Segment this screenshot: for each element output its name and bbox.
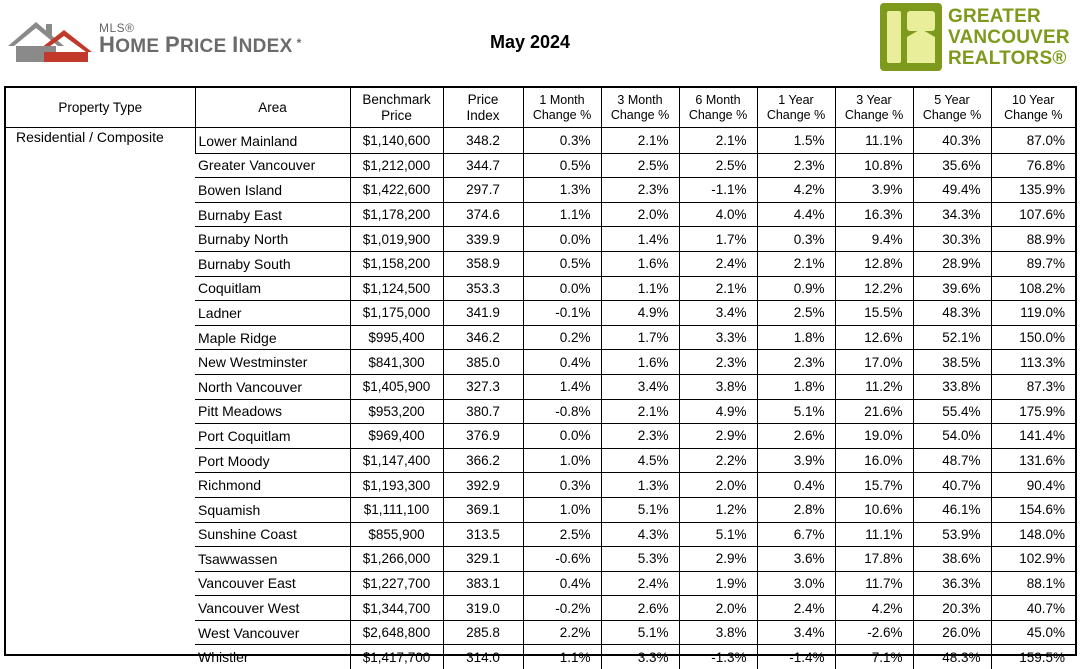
benchmark-price-cell: $1,422,600: [350, 178, 443, 203]
price-index-cell: 374.6: [443, 202, 523, 227]
change-1-month-cell: 0.5%: [523, 153, 601, 178]
price-index-cell: 297.7: [443, 178, 523, 203]
property-type-cell: Residential / Composite: [6, 128, 195, 669]
benchmark-price-cell: $1,158,200: [350, 251, 443, 276]
area-cell: Port Coquitlam: [195, 424, 350, 449]
benchmark-price-cell: $855,900: [350, 522, 443, 547]
change-3-year-cell: 11.1%: [835, 128, 913, 154]
col-header-6-month: 6 Month Change %: [679, 88, 757, 128]
change-3-month-cell: 4.9%: [601, 301, 679, 326]
change-1-year-cell: 2.1%: [757, 251, 835, 276]
price-index-cell: 353.3: [443, 276, 523, 301]
area-cell: Vancouver East: [195, 571, 350, 596]
change-5-year-cell: 40.3%: [913, 128, 991, 154]
benchmark-price-cell: $953,200: [350, 399, 443, 424]
benchmark-price-cell: $1,193,300: [350, 473, 443, 498]
change-10-year-cell: 89.7%: [991, 251, 1075, 276]
area-cell: Port Moody: [195, 448, 350, 473]
price-index-cell: 358.9: [443, 251, 523, 276]
change-6-month-cell: 1.9%: [679, 571, 757, 596]
change-1-year-cell: 2.4%: [757, 596, 835, 621]
col-header-area: Area: [195, 88, 350, 128]
price-index-cell: 369.1: [443, 497, 523, 522]
change-10-year-cell: 131.6%: [991, 448, 1075, 473]
price-index-cell: 344.7: [443, 153, 523, 178]
price-index-cell: 366.2: [443, 448, 523, 473]
change-3-year-cell: 3.9%: [835, 178, 913, 203]
change-1-month-cell: 2.5%: [523, 522, 601, 547]
change-1-year-cell: 0.9%: [757, 276, 835, 301]
change-3-year-cell: 11.7%: [835, 571, 913, 596]
area-cell: North Vancouver: [195, 374, 350, 399]
change-3-year-cell: 11.1%: [835, 522, 913, 547]
change-1-month-cell: 0.2%: [523, 325, 601, 350]
change-5-year-cell: 34.3%: [913, 202, 991, 227]
change-1-month-cell: 0.0%: [523, 276, 601, 301]
change-5-year-cell: 26.0%: [913, 620, 991, 645]
change-5-year-cell: 54.0%: [913, 424, 991, 449]
benchmark-price-cell: $1,178,200: [350, 202, 443, 227]
change-1-month-cell: 1.1%: [523, 645, 601, 669]
area-cell: Richmond: [195, 473, 350, 498]
price-index-cell: 346.2: [443, 325, 523, 350]
area-cell: Burnaby South: [195, 251, 350, 276]
change-5-year-cell: 46.1%: [913, 497, 991, 522]
change-5-year-cell: 20.3%: [913, 596, 991, 621]
change-1-month-cell: 0.3%: [523, 128, 601, 154]
price-index-cell: 385.0: [443, 350, 523, 375]
area-cell: New Westminster: [195, 350, 350, 375]
change-10-year-cell: 88.9%: [991, 227, 1075, 252]
change-5-year-cell: 38.5%: [913, 350, 991, 375]
price-index-cell: 392.9: [443, 473, 523, 498]
change-6-month-cell: 2.2%: [679, 448, 757, 473]
benchmark-price-cell: $841,300: [350, 350, 443, 375]
change-6-month-cell: 5.1%: [679, 522, 757, 547]
change-3-month-cell: 2.1%: [601, 128, 679, 154]
change-1-month-cell: 1.4%: [523, 374, 601, 399]
change-10-year-cell: 135.9%: [991, 178, 1075, 203]
col-header-property-type: Property Type: [6, 88, 195, 128]
gvr-wordmark: GREATER VANCOUVER REALTORS®: [948, 6, 1070, 69]
change-10-year-cell: 113.3%: [991, 350, 1075, 375]
change-1-year-cell: 2.6%: [757, 424, 835, 449]
change-6-month-cell: 3.4%: [679, 301, 757, 326]
benchmark-price-cell: $1,175,000: [350, 301, 443, 326]
change-6-month-cell: 2.4%: [679, 251, 757, 276]
gvr-logo-icon: [880, 3, 942, 71]
benchmark-price-cell: $1,147,400: [350, 448, 443, 473]
benchmark-price-cell: $995,400: [350, 325, 443, 350]
benchmark-price-cell: $1,417,700: [350, 645, 443, 669]
change-1-month-cell: 0.4%: [523, 350, 601, 375]
change-1-year-cell: 1.5%: [757, 128, 835, 154]
change-6-month-cell: 4.0%: [679, 202, 757, 227]
change-5-year-cell: 55.4%: [913, 399, 991, 424]
area-cell: Maple Ridge: [195, 325, 350, 350]
change-5-year-cell: 49.4%: [913, 178, 991, 203]
change-10-year-cell: 87.0%: [991, 128, 1075, 154]
change-1-month-cell: 0.4%: [523, 571, 601, 596]
change-3-year-cell: 15.7%: [835, 473, 913, 498]
benchmark-price-cell: $1,124,500: [350, 276, 443, 301]
price-index-cell: 341.9: [443, 301, 523, 326]
change-5-year-cell: 28.9%: [913, 251, 991, 276]
change-1-year-cell: 5.1%: [757, 399, 835, 424]
change-3-year-cell: 17.0%: [835, 350, 913, 375]
change-3-month-cell: 1.1%: [601, 276, 679, 301]
area-cell: Burnaby North: [195, 227, 350, 252]
change-1-year-cell: 1.8%: [757, 374, 835, 399]
change-1-year-cell: 6.7%: [757, 522, 835, 547]
change-10-year-cell: 159.5%: [991, 645, 1075, 669]
change-5-year-cell: 38.6%: [913, 547, 991, 572]
change-10-year-cell: 40.7%: [991, 596, 1075, 621]
change-6-month-cell: 2.5%: [679, 153, 757, 178]
mls-title: HOME PRICE INDEX *: [99, 34, 302, 58]
price-index-cell: 339.9: [443, 227, 523, 252]
hpi-table-container: [4, 86, 1077, 656]
change-3-month-cell: 2.1%: [601, 399, 679, 424]
change-3-month-cell: 5.1%: [601, 497, 679, 522]
change-1-year-cell: 4.2%: [757, 178, 835, 203]
change-1-month-cell: 1.1%: [523, 202, 601, 227]
change-3-month-cell: 1.3%: [601, 473, 679, 498]
change-1-year-cell: 2.3%: [757, 153, 835, 178]
change-10-year-cell: 102.9%: [991, 547, 1075, 572]
benchmark-price-cell: $1,111,100: [350, 497, 443, 522]
change-5-year-cell: 40.7%: [913, 473, 991, 498]
change-6-month-cell: 2.1%: [679, 128, 757, 154]
benchmark-price-cell: $1,227,700: [350, 571, 443, 596]
change-3-month-cell: 3.3%: [601, 645, 679, 669]
change-3-year-cell: 17.8%: [835, 547, 913, 572]
change-10-year-cell: 141.4%: [991, 424, 1075, 449]
benchmark-price-cell: $1,212,000: [350, 153, 443, 178]
price-index-cell: 348.2: [443, 128, 523, 154]
change-3-year-cell: 7.1%: [835, 645, 913, 669]
price-index-cell: 376.9: [443, 424, 523, 449]
change-5-year-cell: 36.3%: [913, 571, 991, 596]
change-10-year-cell: 76.8%: [991, 153, 1075, 178]
change-3-year-cell: 16.3%: [835, 202, 913, 227]
change-3-year-cell: 12.6%: [835, 325, 913, 350]
change-3-year-cell: 16.0%: [835, 448, 913, 473]
change-3-year-cell: 10.6%: [835, 497, 913, 522]
change-10-year-cell: 45.0%: [991, 620, 1075, 645]
change-10-year-cell: 150.0%: [991, 325, 1075, 350]
change-1-month-cell: 2.2%: [523, 620, 601, 645]
change-1-year-cell: 3.4%: [757, 620, 835, 645]
change-3-month-cell: 1.6%: [601, 350, 679, 375]
price-index-cell: 314.0: [443, 645, 523, 669]
area-cell: Sunshine Coast: [195, 522, 350, 547]
change-5-year-cell: 48.3%: [913, 645, 991, 669]
benchmark-price-cell: $1,266,000: [350, 547, 443, 572]
benchmark-price-cell: $1,019,900: [350, 227, 443, 252]
change-1-month-cell: 0.5%: [523, 251, 601, 276]
area-cell: Whistler: [195, 645, 350, 669]
change-1-month-cell: 0.3%: [523, 473, 601, 498]
change-5-year-cell: 39.6%: [913, 276, 991, 301]
col-header-price-index: Price Index: [443, 88, 523, 128]
area-cell: Vancouver West: [195, 596, 350, 621]
change-6-month-cell: 2.0%: [679, 473, 757, 498]
change-3-month-cell: 1.6%: [601, 251, 679, 276]
change-1-month-cell: -0.8%: [523, 399, 601, 424]
change-1-year-cell: 3.6%: [757, 547, 835, 572]
change-6-month-cell: 4.9%: [679, 399, 757, 424]
change-6-month-cell: -1.3%: [679, 645, 757, 669]
hpi-table: [6, 88, 1075, 669]
col-header-5-year: 5 Year Change %: [913, 88, 991, 128]
change-3-month-cell: 1.4%: [601, 227, 679, 252]
change-10-year-cell: 108.2%: [991, 276, 1075, 301]
change-5-year-cell: 35.6%: [913, 153, 991, 178]
change-10-year-cell: 119.0%: [991, 301, 1075, 326]
change-10-year-cell: 107.6%: [991, 202, 1075, 227]
price-index-cell: 380.7: [443, 399, 523, 424]
change-3-year-cell: 19.0%: [835, 424, 913, 449]
change-1-year-cell: 3.0%: [757, 571, 835, 596]
change-5-year-cell: 33.8%: [913, 374, 991, 399]
change-6-month-cell: -1.1%: [679, 178, 757, 203]
change-6-month-cell: 2.9%: [679, 424, 757, 449]
area-cell: Bowen Island: [195, 178, 350, 203]
change-10-year-cell: 154.6%: [991, 497, 1075, 522]
col-header-benchmark-price: Benchmark Price: [350, 88, 443, 128]
benchmark-price-cell: $1,140,600: [350, 128, 443, 154]
change-3-year-cell: -2.6%: [835, 620, 913, 645]
change-3-month-cell: 4.5%: [601, 448, 679, 473]
change-3-month-cell: 2.3%: [601, 424, 679, 449]
area-cell: Lower Mainland: [195, 128, 350, 154]
change-1-year-cell: 3.9%: [757, 448, 835, 473]
change-6-month-cell: 2.1%: [679, 276, 757, 301]
change-3-year-cell: 10.8%: [835, 153, 913, 178]
change-6-month-cell: 2.0%: [679, 596, 757, 621]
table-body: [6, 128, 1075, 669]
benchmark-price-cell: $1,405,900: [350, 374, 443, 399]
change-3-month-cell: 2.3%: [601, 178, 679, 203]
change-3-year-cell: 15.5%: [835, 301, 913, 326]
col-header-1-year: 1 Year Change %: [757, 88, 835, 128]
area-cell: Pitt Meadows: [195, 399, 350, 424]
area-cell: Coquitlam: [195, 276, 350, 301]
change-3-year-cell: 12.2%: [835, 276, 913, 301]
change-5-year-cell: 48.3%: [913, 301, 991, 326]
change-10-year-cell: 148.0%: [991, 522, 1075, 547]
change-1-month-cell: -0.1%: [523, 301, 601, 326]
change-1-month-cell: -0.2%: [523, 596, 601, 621]
price-index-cell: 285.8: [443, 620, 523, 645]
change-3-year-cell: 9.4%: [835, 227, 913, 252]
mls-house-logo-icon: [6, 16, 94, 62]
change-3-month-cell: 2.6%: [601, 596, 679, 621]
change-1-year-cell: 0.4%: [757, 473, 835, 498]
change-1-month-cell: 0.0%: [523, 424, 601, 449]
benchmark-price-cell: $1,344,700: [350, 596, 443, 621]
price-index-cell: 383.1: [443, 571, 523, 596]
change-5-year-cell: 30.3%: [913, 227, 991, 252]
change-1-year-cell: 4.4%: [757, 202, 835, 227]
change-6-month-cell: 3.3%: [679, 325, 757, 350]
change-5-year-cell: 52.1%: [913, 325, 991, 350]
change-10-year-cell: 90.4%: [991, 473, 1075, 498]
price-index-cell: 327.3: [443, 374, 523, 399]
change-6-month-cell: 3.8%: [679, 620, 757, 645]
change-3-month-cell: 2.4%: [601, 571, 679, 596]
change-6-month-cell: 1.2%: [679, 497, 757, 522]
change-1-month-cell: 0.0%: [523, 227, 601, 252]
change-3-month-cell: 2.5%: [601, 153, 679, 178]
col-header-1-month: 1 Month Change %: [523, 88, 601, 128]
col-header-3-month: 3 Month Change %: [601, 88, 679, 128]
change-1-month-cell: 1.3%: [523, 178, 601, 203]
change-3-month-cell: 3.4%: [601, 374, 679, 399]
change-3-year-cell: 12.8%: [835, 251, 913, 276]
col-header-3-year: 3 Year Change %: [835, 88, 913, 128]
area-cell: Greater Vancouver: [195, 153, 350, 178]
change-6-month-cell: 1.7%: [679, 227, 757, 252]
change-3-month-cell: 5.1%: [601, 620, 679, 645]
change-1-year-cell: 2.5%: [757, 301, 835, 326]
change-3-year-cell: 21.6%: [835, 399, 913, 424]
change-1-month-cell: 1.0%: [523, 448, 601, 473]
change-3-month-cell: 4.3%: [601, 522, 679, 547]
price-index-cell: 313.5: [443, 522, 523, 547]
change-6-month-cell: 3.8%: [679, 374, 757, 399]
change-10-year-cell: 88.1%: [991, 571, 1075, 596]
change-3-month-cell: 2.0%: [601, 202, 679, 227]
change-3-month-cell: 5.3%: [601, 547, 679, 572]
area-cell: Burnaby East: [195, 202, 350, 227]
change-10-year-cell: 175.9%: [991, 399, 1075, 424]
change-1-year-cell: 2.3%: [757, 350, 835, 375]
change-1-year-cell: 0.3%: [757, 227, 835, 252]
table-header-row: [6, 88, 1075, 128]
price-index-cell: 329.1: [443, 547, 523, 572]
table-row: [6, 128, 1075, 154]
change-6-month-cell: 2.9%: [679, 547, 757, 572]
change-10-year-cell: 87.3%: [991, 374, 1075, 399]
change-1-month-cell: -0.6%: [523, 547, 601, 572]
col-header-10-year: 10 Year Change %: [991, 88, 1075, 128]
area-cell: Ladner: [195, 301, 350, 326]
change-3-year-cell: 4.2%: [835, 596, 913, 621]
change-1-year-cell: 2.8%: [757, 497, 835, 522]
change-1-month-cell: 1.0%: [523, 497, 601, 522]
area-cell: Tsawwassen: [195, 547, 350, 572]
benchmark-price-cell: $969,400: [350, 424, 443, 449]
change-3-month-cell: 1.7%: [601, 325, 679, 350]
change-6-month-cell: 2.3%: [679, 350, 757, 375]
price-index-cell: 319.0: [443, 596, 523, 621]
mls-mark: MLS®: [99, 22, 302, 34]
area-cell: Squamish: [195, 497, 350, 522]
change-5-year-cell: 48.7%: [913, 448, 991, 473]
report-period: May 2024: [490, 32, 570, 53]
mls-hpi-wordmark: [99, 22, 302, 58]
change-3-year-cell: 11.2%: [835, 374, 913, 399]
benchmark-price-cell: $2,648,800: [350, 620, 443, 645]
change-1-year-cell: -1.4%: [757, 645, 835, 669]
change-5-year-cell: 53.9%: [913, 522, 991, 547]
area-cell: West Vancouver: [195, 620, 350, 645]
change-1-year-cell: 1.8%: [757, 325, 835, 350]
